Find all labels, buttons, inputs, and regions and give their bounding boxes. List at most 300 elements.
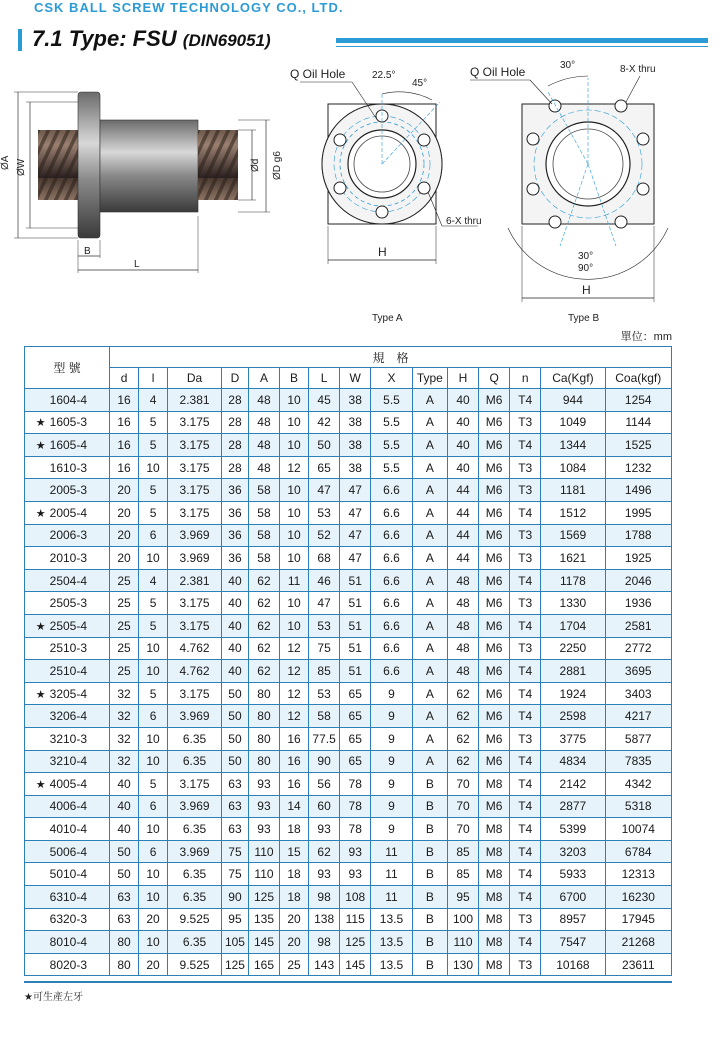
table-cell: 6.6 [371, 524, 412, 547]
model-cell [25, 886, 110, 909]
table-cell: 1254 [605, 389, 671, 412]
table-row [25, 456, 672, 479]
table-cell: 20 [110, 479, 139, 502]
table-cell: 65 [340, 705, 371, 728]
table-cell: 10 [280, 411, 309, 434]
table-cell: T4 [510, 705, 541, 728]
model-cell [25, 931, 110, 954]
table-cell: M6 [479, 682, 510, 705]
model-cell [25, 614, 110, 637]
table-cell: M6 [479, 637, 510, 660]
table-cell: M6 [479, 501, 510, 524]
column-header: X [371, 368, 412, 389]
table-cell: 85 [309, 660, 340, 683]
table-cell: T4 [510, 389, 541, 412]
table-cell: 9.525 [168, 953, 222, 976]
table-cell: 38 [340, 456, 371, 479]
table-cell: 93 [248, 795, 279, 818]
table-cell: 110 [248, 863, 279, 886]
table-cell: 5 [139, 682, 168, 705]
type-a-caption: Type A [372, 313, 403, 324]
table-cell: 38 [340, 411, 371, 434]
table-cell: 47 [309, 592, 340, 615]
table-row [25, 931, 672, 954]
table-cell: 32 [110, 727, 139, 750]
table-cell: 68 [309, 547, 340, 570]
table-cell: 1330 [541, 592, 605, 615]
table-cell: A [412, 479, 447, 502]
table-cell: 16 [280, 750, 309, 773]
table-cell: A [412, 411, 447, 434]
table-cell: 135 [248, 908, 279, 931]
table-cell: 6 [139, 795, 168, 818]
table-cell: M6 [479, 660, 510, 683]
table-cell: 58 [248, 479, 279, 502]
table-cell: 63 [110, 908, 139, 931]
model-cell [25, 592, 110, 615]
table-cell: 125 [221, 953, 248, 976]
table-cell: 38 [340, 434, 371, 457]
table-cell: 53 [309, 682, 340, 705]
table-cell: A [412, 389, 447, 412]
model-number: 3206-4 [49, 709, 88, 724]
table-row [25, 682, 672, 705]
column-header: Ca(Kgf) [541, 368, 605, 389]
table-cell: 3203 [541, 840, 605, 863]
table-cell: 145 [340, 953, 371, 976]
table-cell: 20 [280, 908, 309, 931]
table-cell: 93 [340, 863, 371, 886]
table-cell: 20 [139, 908, 168, 931]
table-cell: 51 [340, 569, 371, 592]
table-cell: 25 [110, 637, 139, 660]
table-cell: 25 [280, 953, 309, 976]
table-cell: 6.35 [168, 931, 222, 954]
table-cell: 7835 [605, 750, 671, 773]
table-cell: 3.175 [168, 456, 222, 479]
table-row [25, 886, 672, 909]
model-number: 4010-4 [49, 822, 88, 837]
table-cell: B [412, 795, 447, 818]
model-cell [25, 705, 110, 728]
table-cell: M6 [479, 411, 510, 434]
table-cell: 1924 [541, 682, 605, 705]
table-cell: T4 [510, 614, 541, 637]
model-number: 6320-3 [49, 912, 88, 927]
table-cell: 48 [447, 569, 478, 592]
table-cell: 28 [221, 389, 248, 412]
model-cell [25, 750, 110, 773]
table-cell: 40 [110, 795, 139, 818]
table-cell: 62 [447, 750, 478, 773]
company-name: CSK BALL SCREW TECHNOLOGY CO., LTD. [34, 0, 344, 15]
table-row [25, 705, 672, 728]
table-cell: 11 [371, 886, 412, 909]
table-cell: 40 [221, 592, 248, 615]
table-cell: 6784 [605, 840, 671, 863]
table-cell: A [412, 637, 447, 660]
table-cell: 98 [309, 886, 340, 909]
table-cell: B [412, 886, 447, 909]
table-cell: 50 [309, 434, 340, 457]
table-cell: 6.6 [371, 660, 412, 683]
table-cell: T3 [510, 547, 541, 570]
table-cell: M6 [479, 547, 510, 570]
table-row [25, 524, 672, 547]
table-cell: 75 [221, 863, 248, 886]
table-cell: 1178 [541, 569, 605, 592]
column-header: Q [479, 368, 510, 389]
table-cell: 10 [139, 637, 168, 660]
star-icon: ★ [35, 688, 46, 701]
table-row [25, 547, 672, 570]
table-cell: 62 [309, 840, 340, 863]
table-cell: 10168 [541, 953, 605, 976]
table-cell: T3 [510, 524, 541, 547]
table-cell: M6 [479, 389, 510, 412]
table-cell: T4 [510, 773, 541, 796]
table-cell: 5 [139, 479, 168, 502]
column-header: B [280, 368, 309, 389]
table-cell: A [412, 524, 447, 547]
table-cell: 10 [139, 931, 168, 954]
table-cell: 4342 [605, 773, 671, 796]
table-cell: T4 [510, 501, 541, 524]
table-cell: 36 [221, 524, 248, 547]
table-cell: 9 [371, 795, 412, 818]
star-icon: ★ [35, 439, 46, 452]
table-cell: T4 [510, 660, 541, 683]
model-number: 5006-4 [49, 844, 88, 859]
table-cell: 32 [110, 682, 139, 705]
table-cell: 10 [139, 818, 168, 841]
table-cell: B [412, 773, 447, 796]
technical-drawings [0, 58, 720, 328]
table-cell: 6 [139, 705, 168, 728]
table-cell: M8 [479, 840, 510, 863]
table-cell: 12313 [605, 863, 671, 886]
spec-table [24, 346, 672, 976]
model-number: 2510-4 [49, 663, 88, 678]
table-cell: 46 [309, 569, 340, 592]
table-cell: 80 [248, 750, 279, 773]
table-cell: 125 [248, 886, 279, 909]
table-cell: 11 [371, 863, 412, 886]
table-cell: 16 [110, 411, 139, 434]
model-cell [25, 773, 110, 796]
table-cell: 115 [340, 908, 371, 931]
table-cell: 9 [371, 750, 412, 773]
table-cell: T3 [510, 479, 541, 502]
table-cell: 125 [340, 931, 371, 954]
table-cell: 10 [280, 479, 309, 502]
table-cell: 80 [248, 705, 279, 728]
table-body [25, 389, 672, 976]
table-cell: 28 [221, 411, 248, 434]
column-header: D [221, 368, 248, 389]
table-cell: 52 [309, 524, 340, 547]
model-number: 2510-3 [49, 641, 88, 656]
table-cell: 6.6 [371, 501, 412, 524]
table-row [25, 773, 672, 796]
title-rule-thin [336, 46, 708, 47]
table-cell: 10 [139, 547, 168, 570]
table-cell: 95 [221, 908, 248, 931]
table-cell: 4.762 [168, 637, 222, 660]
table-cell: 47 [340, 547, 371, 570]
table-cell: 85 [447, 840, 478, 863]
type-a-oil-hole: Q Oil Hole [290, 67, 346, 81]
unit-label: 單位：mm [620, 331, 672, 343]
table-cell: A [412, 434, 447, 457]
table-cell: 6 [139, 840, 168, 863]
table-cell: 93 [248, 818, 279, 841]
table-cell: 2.381 [168, 569, 222, 592]
table-cell: 12 [280, 660, 309, 683]
table-row [25, 750, 672, 773]
table-cell: 50 [221, 705, 248, 728]
type-a-angle-2: 45° [412, 78, 428, 89]
table-cell: T4 [510, 863, 541, 886]
table-cell: 18 [280, 818, 309, 841]
title-text: 7.1 Type: FSU [32, 26, 177, 51]
label-b: B [84, 246, 91, 257]
table-cell: 1512 [541, 501, 605, 524]
table-cell: 3.175 [168, 411, 222, 434]
table-cell: M6 [479, 434, 510, 457]
title-standard: (DIN69051) [182, 31, 271, 50]
table-cell: 47 [340, 524, 371, 547]
table-cell: B [412, 931, 447, 954]
table-cell: 10 [139, 660, 168, 683]
type-b-oil-hole: Q Oil Hole [470, 65, 526, 79]
table-cell: 48 [248, 456, 279, 479]
model-cell [25, 456, 110, 479]
table-cell: 2250 [541, 637, 605, 660]
table-cell: 6.6 [371, 592, 412, 615]
table-cell: 56 [309, 773, 340, 796]
model-cell [25, 682, 110, 705]
table-cell: 4.762 [168, 660, 222, 683]
table-cell: 36 [221, 547, 248, 570]
table-row [25, 434, 672, 457]
table-cell: A [412, 682, 447, 705]
table-cell: 40 [221, 569, 248, 592]
model-cell [25, 389, 110, 412]
table-cell: 6.6 [371, 569, 412, 592]
table-cell: 138 [309, 908, 340, 931]
table-cell: 1496 [605, 479, 671, 502]
type-b-angle-1: 30° [560, 60, 576, 71]
table-cell: 100 [447, 908, 478, 931]
table-cell: 78 [340, 818, 371, 841]
table-cell: 5.5 [371, 389, 412, 412]
model-number: 8020-3 [49, 957, 88, 972]
table-cell: 1049 [541, 411, 605, 434]
type-b-caption: Type B [568, 313, 600, 324]
table-row [25, 479, 672, 502]
model-cell [25, 479, 110, 502]
table-cell: 13.5 [371, 953, 412, 976]
table-cell: 20 [110, 524, 139, 547]
column-header: l [139, 368, 168, 389]
table-cell: 93 [309, 818, 340, 841]
table-cell: 90 [221, 886, 248, 909]
table-cell: 62 [248, 660, 279, 683]
table-cell: 10 [139, 863, 168, 886]
table-cell: 3.175 [168, 614, 222, 637]
table-cell: T3 [510, 411, 541, 434]
table-cell: 13.5 [371, 931, 412, 954]
table-cell: 98 [309, 931, 340, 954]
table-cell: 9 [371, 727, 412, 750]
table-cell: 2598 [541, 705, 605, 728]
table-cell: 10 [280, 434, 309, 457]
table-cell: T4 [510, 931, 541, 954]
table-cell: T3 [510, 727, 541, 750]
table-cell: M8 [479, 953, 510, 976]
table-cell: 9 [371, 773, 412, 796]
table-cell: 85 [447, 863, 478, 886]
table-cell: 65 [340, 750, 371, 773]
table-cell: 1144 [605, 411, 671, 434]
footnote: ★可生產左牙 [24, 992, 83, 1003]
star-icon: ★ [35, 620, 46, 633]
table-cell: 1525 [605, 434, 671, 457]
star-icon: ★ [35, 778, 46, 791]
table-cell: 50 [110, 840, 139, 863]
table-cell: M6 [479, 727, 510, 750]
table-cell: 40 [447, 389, 478, 412]
table-cell: 50 [221, 750, 248, 773]
table-cell: 44 [447, 479, 478, 502]
table-bottom-rule [24, 981, 672, 983]
table-cell: 4217 [605, 705, 671, 728]
table-cell: 60 [309, 795, 340, 818]
table-cell: 3775 [541, 727, 605, 750]
table-cell: M6 [479, 614, 510, 637]
table-cell: A [412, 592, 447, 615]
model-number: 1610-3 [49, 460, 88, 475]
model-cell [25, 434, 110, 457]
model-cell [25, 818, 110, 841]
table-cell: 3695 [605, 660, 671, 683]
model-cell [25, 840, 110, 863]
table-cell: 10 [280, 592, 309, 615]
table-cell: 2772 [605, 637, 671, 660]
table-cell: 16230 [605, 886, 671, 909]
type-b-thru: 8-X thru [620, 64, 656, 75]
table-cell: 6.35 [168, 818, 222, 841]
model-cell [25, 727, 110, 750]
table-cell: 13.5 [371, 908, 412, 931]
type-b-angle-2: 30° [578, 251, 594, 262]
table-cell: 10 [280, 547, 309, 570]
table-cell: 6.6 [371, 547, 412, 570]
model-number: 2005-3 [49, 483, 88, 498]
table-cell: 5877 [605, 727, 671, 750]
table-cell: M6 [479, 795, 510, 818]
table-cell: 1995 [605, 501, 671, 524]
side-view [0, 92, 283, 273]
table-row [25, 569, 672, 592]
table-cell: 10 [280, 501, 309, 524]
model-cell [25, 411, 110, 434]
table-cell: M8 [479, 863, 510, 886]
table-cell: 5 [139, 592, 168, 615]
table-cell: 1084 [541, 456, 605, 479]
table-cell: 93 [248, 773, 279, 796]
table-cell: 10 [280, 614, 309, 637]
table-cell: 40 [447, 456, 478, 479]
table-cell: 51 [340, 614, 371, 637]
column-header: n [510, 368, 541, 389]
table-row [25, 727, 672, 750]
table-cell: 1936 [605, 592, 671, 615]
table-cell: 105 [221, 931, 248, 954]
table-cell: 3.175 [168, 434, 222, 457]
table-cell: 32 [110, 705, 139, 728]
table-cell: M8 [479, 886, 510, 909]
table-cell: T4 [510, 818, 541, 841]
model-number: 2005-4 [49, 505, 88, 520]
table-cell: 25 [110, 660, 139, 683]
label-w: ØW [16, 158, 27, 176]
table-cell: A [412, 456, 447, 479]
table-cell: 63 [221, 795, 248, 818]
table-cell: 48 [248, 434, 279, 457]
table-cell: T4 [510, 682, 541, 705]
table-cell: 6.35 [168, 886, 222, 909]
table-cell: 16 [110, 434, 139, 457]
model-number: 2010-3 [49, 550, 88, 565]
table-cell: 12 [280, 705, 309, 728]
table-cell: 5.5 [371, 456, 412, 479]
table-cell: 4 [139, 569, 168, 592]
table-cell: 77.5 [309, 727, 340, 750]
table-cell: 18 [280, 886, 309, 909]
table-cell: A [412, 614, 447, 637]
table-cell: 8957 [541, 908, 605, 931]
table-cell: 10074 [605, 818, 671, 841]
table-cell: 3.175 [168, 592, 222, 615]
model-number: 2505-4 [49, 618, 88, 633]
table-cell: 48 [248, 411, 279, 434]
table-cell: 21268 [605, 931, 671, 954]
table-cell: T3 [510, 456, 541, 479]
table-row [25, 592, 672, 615]
model-cell [25, 547, 110, 570]
table-cell: 1569 [541, 524, 605, 547]
table-cell: 25 [110, 592, 139, 615]
table-cell: 75 [221, 840, 248, 863]
table-cell: 3.969 [168, 840, 222, 863]
table-cell: 10 [139, 456, 168, 479]
title-row [18, 26, 708, 54]
model-number: 1604-4 [49, 392, 88, 407]
table-cell: 47 [309, 479, 340, 502]
table-cell: 6.35 [168, 750, 222, 773]
table-cell: 10 [280, 389, 309, 412]
column-header-row [25, 368, 672, 389]
table-cell: 5 [139, 411, 168, 434]
table-cell: A [412, 501, 447, 524]
model-number: 2006-3 [49, 528, 88, 543]
table-cell: 1181 [541, 479, 605, 502]
table-cell: 53 [309, 501, 340, 524]
column-header: Da [168, 368, 222, 389]
column-header: H [447, 368, 478, 389]
